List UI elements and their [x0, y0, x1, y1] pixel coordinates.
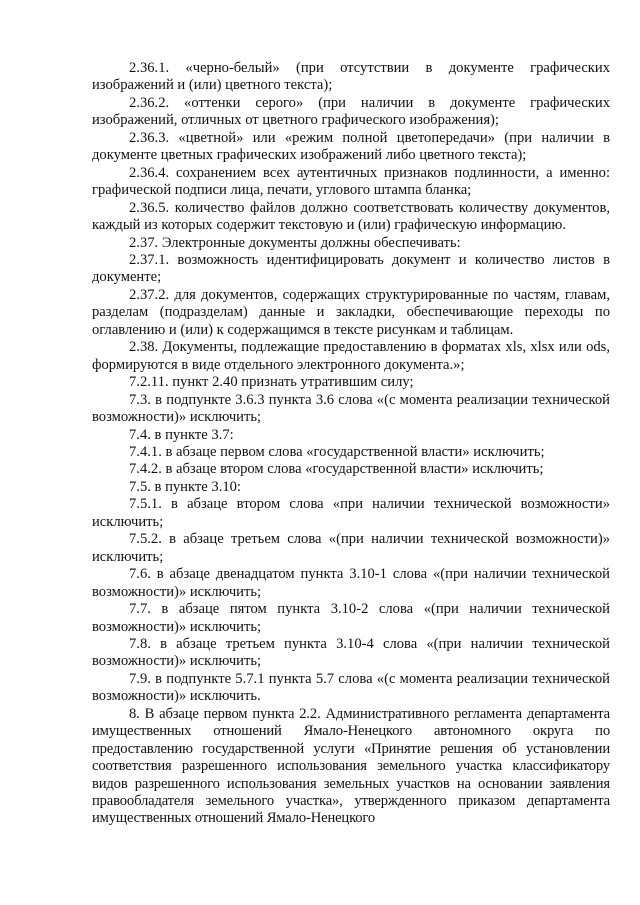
paragraph-7-7: 7.7. в абзаце пятом пункта 3.10-2 слова «(при наличии технической возможности)» исключить; [92, 601, 610, 635]
paragraph-2-36-2: 2.36.2. «оттенки серого» (при наличии в документе графических изображений, отличных от цветного графического изображения); [92, 94, 610, 129]
paragraph-7-8: 7.8. в абзаце третьем пункта 3.10-4 слова «(при наличии технической возможности)» исключить; [92, 635, 610, 670]
paragraph-7-5-2: 7.5.2. в абзаце третьем слова «(при наличии технической возможности)» исключить; [92, 531, 610, 565]
paragraph-7-5-1: 7.5.1. в абзаце втором слова «при наличии технической возможности» исключить; [92, 496, 610, 530]
paragraph-7-5: 7.5. в пункте 3.10: [129, 478, 241, 495]
paragraph-7-9: 7.9. в подпункте 5.7.1 пункта 5.7 слова «(с момента реализации технической возможности)» исключить. [92, 670, 610, 705]
paragraph-2-36-3: 2.36.3. «цветной» или «режим полной цветопередачи» (при наличии в документе цветных графических изображений либо цветного текста); [92, 129, 610, 164]
paragraph-2-37-1: 2.37.1. возможность идентифицировать документ и количество листов в документе; [92, 251, 610, 286]
paragraph-8: 8. В абзаце первом пункта 2.2. Административного регламента департамента имущественных отношений Ямало-Ненецкого автономного округа по предоставлению государственной услуги «Принятие решения об установлении соответствия разрешенного использования земельного участка классификатору видов разрешенного использования земельных участков на основании заявления правообладателя земельного участка», утвержденного приказом департамента имущественных отношений Ямало-Ненецкого [92, 705, 610, 827]
paragraph-2-37: 2.37. Электронные документы должны обеспечивать: [129, 234, 461, 251]
document-page [92, 60, 610, 828]
paragraph-7-6: 7.6. в абзаце двенадцатом пункта 3.10-1 слова «(при наличии технической возможности)» исключить; [92, 566, 610, 600]
paragraph-7-4-1: 7.4.1. в абзаце первом слова «государственной власти» исключить; [129, 443, 545, 460]
paragraph-2-37-2: 2.37.2. для документов, содержащих структурированные по частям, главам, разделам (подразделам) данные и закладки, обеспечивающие переходы по оглавлению и (или) к содержащимся в тексте рисункам и таблицам. [92, 286, 610, 338]
paragraph-2-36-1: 2.36.1. «черно-белый» (при отсутствии в документе графических изображений и (или) цветного текста); [92, 60, 610, 94]
paragraph-7-3: 7.3. в подпункте 3.6.3 пункта 3.6 слова «(с момента реализации технической возможности)» исключить; [92, 391, 610, 426]
paragraph-2-36-4: 2.36.4. сохранением всех аутентичных признаков подлинности, а именно: графической подписи лица, печати, углового штампа бланка; [92, 164, 610, 199]
paragraph-7-4: 7.4. в пункте 3.7: [129, 426, 234, 443]
paragraph-7-4-2: 7.4.2. в абзаце втором слова «государственной власти» исключить; [129, 461, 544, 478]
paragraph-2-38: 2.38. Документы, подлежащие предоставлению в форматах xls, xlsx или ods, формируются в виде отдельного электронного документа.»; [92, 339, 610, 373]
paragraph-7-2-11: 7.2.11. пункт 2.40 признать утратившим силу; [129, 374, 414, 391]
paragraph-2-36-5: 2.36.5. количество файлов должно соответствовать количеству документов, каждый из которых содержит текстовую и (или) графическую информацию. [92, 199, 610, 234]
